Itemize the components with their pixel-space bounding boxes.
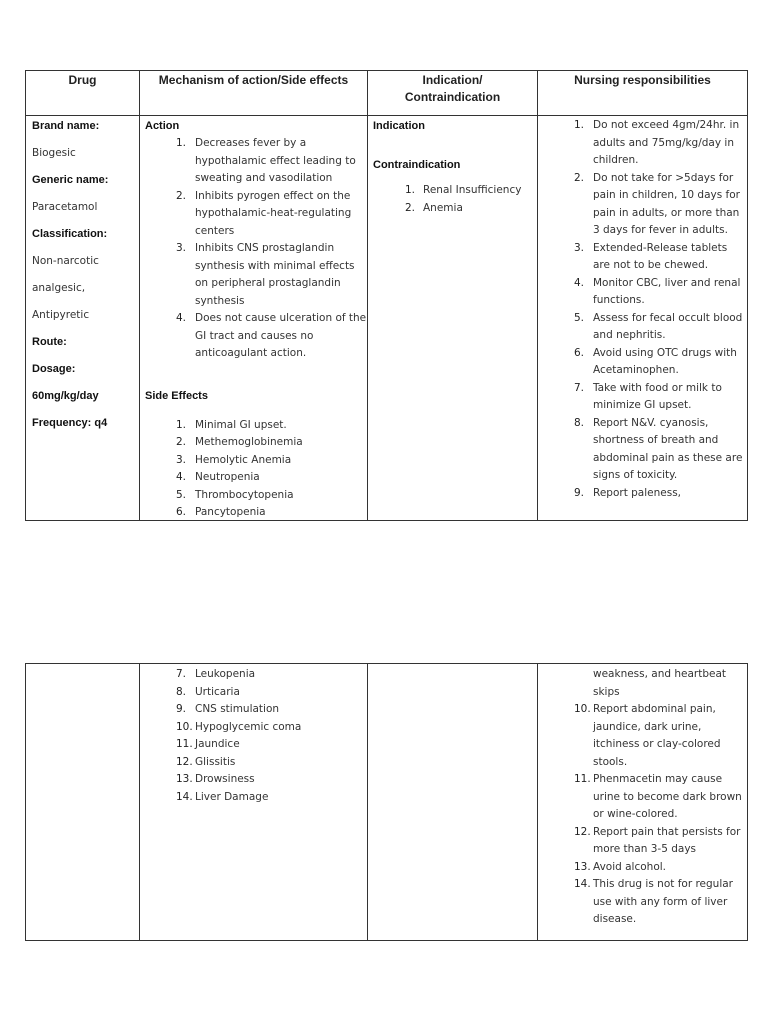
nursing-item-text: Phenmacetin may cause urine to become dark brown or wine-colored. (593, 773, 742, 820)
brand-name-label: Brand name: (32, 120, 100, 132)
side-effect-item (140, 736, 367, 754)
nursing-item-text: This drug is not for regular use with any form of liver disease. (593, 878, 734, 925)
header-drug: Drug (26, 71, 140, 116)
contraindication-item-number: 1. (405, 184, 416, 196)
nursing-item-text: Do not take for >5days for pain in children, 10 days for pain in adults, or more than 3 days for fever in adults. (593, 171, 740, 236)
side-effect-item (140, 771, 367, 789)
side-effect-item (140, 504, 367, 520)
nursing-item-text: Avoid using OTC drugs with Acetaminophen. (593, 346, 737, 376)
contraindication-item-number: 2. (405, 201, 416, 214)
side-effect-item (140, 701, 367, 719)
nursing-item (538, 485, 747, 503)
route-label: Route: (32, 336, 67, 348)
nursing-item (538, 701, 747, 771)
side-effects-list-continued (140, 666, 367, 806)
side-effect-item-text: CNS stimulation (195, 703, 280, 715)
side-effect-item (140, 469, 367, 487)
action-item (140, 240, 367, 310)
nursing-cell (538, 664, 748, 941)
contraindication-list (368, 182, 537, 217)
nursing-item (538, 876, 747, 929)
classification-value-3: Antipyretic (32, 309, 90, 321)
classification-value-1: Non-narcotic (32, 255, 99, 267)
side-effect-item-number: 1. (176, 418, 187, 431)
nursing-item (538, 345, 747, 380)
nursing-item-number: 5. (574, 311, 585, 324)
side-effect-item-text: Leukopenia (195, 668, 256, 680)
nursing-item-number: 14. (574, 878, 591, 890)
nursing-item (538, 824, 747, 859)
nursing-item-text: Report pain that persists for more than 3-5 days (593, 825, 741, 855)
nursing-list-continued-2 (538, 701, 747, 929)
nursing-item-text: Report abdominal pain, jaundice, dark urine, itchiness or clay-colored stools. (593, 703, 721, 768)
nursing-list-continued (538, 666, 747, 701)
side-effect-item-text: Drowsiness (195, 773, 255, 785)
classification-label: Classification: (32, 228, 108, 240)
nursing-item-number: 13. (574, 860, 591, 873)
side-effect-item-number: 12. (176, 755, 193, 768)
mechanism-cell (140, 664, 368, 941)
action-item (140, 310, 367, 363)
action-item-number: 1. (176, 137, 187, 149)
action-item (140, 135, 367, 188)
side-effect-item-text: Methemoglobinemia (195, 436, 303, 448)
nursing-cell (538, 116, 748, 521)
drug-study-table-page2 (25, 663, 748, 941)
nursing-item-text: Do not exceed 4gm/24hr. in adults and 75mg/kg/day in children. (593, 119, 740, 166)
side-effect-item (140, 452, 367, 470)
classification-value-2: analgesic, (32, 282, 86, 294)
side-effect-item-text: Thrombocytopenia (195, 488, 294, 501)
nursing-item-number: 2. (574, 171, 585, 184)
dosage-value: 60mg/kg/day (32, 390, 99, 402)
side-effect-item (140, 417, 367, 435)
nursing-item-number: 12. (574, 825, 591, 838)
drug-cell (26, 116, 140, 521)
action-item-text: Inhibits CNS prostaglandin synthesis with minimal effects on peripheral prostaglandin synthesis (195, 242, 355, 307)
drug-study-table-page1 (25, 70, 748, 521)
brand-name-value: Biogesic (32, 147, 76, 159)
action-item-number: 4. (176, 312, 187, 324)
nursing-item-continued (538, 666, 747, 701)
nursing-item-number: 11. (574, 773, 591, 785)
generic-name-value: Paracetamol (32, 201, 98, 213)
frequency-label: Frequency: q4 (32, 417, 108, 429)
action-item-number: 3. (176, 242, 187, 254)
dosage-label: Dosage: (32, 363, 76, 375)
side-effect-item-number: 2. (176, 436, 187, 448)
side-effect-item-number: 14. (176, 790, 193, 803)
nursing-item-number: 10. (574, 703, 591, 715)
nursing-item-number: 9. (574, 486, 585, 499)
contraindication-title: Contraindication (373, 159, 461, 171)
indication-cell (368, 664, 538, 941)
nursing-item (538, 275, 747, 310)
side-effect-item-number: 7. (176, 668, 187, 680)
side-effect-item-number: 6. (176, 506, 187, 518)
contraindication-item (368, 182, 537, 200)
nursing-item (538, 415, 747, 485)
nursing-item-text: Report paleness, (593, 486, 682, 499)
side-effect-item-number: 10. (176, 720, 193, 733)
side-effect-item-text: Jaundice (195, 738, 240, 750)
action-list (140, 135, 367, 363)
side-effect-item-text: Liver Damage (195, 790, 269, 803)
side-effect-item-number: 5. (176, 488, 187, 501)
nursing-item-number: 1. (574, 119, 585, 131)
header-mechanism: Mechanism of action/Side effects (140, 71, 368, 116)
side-effect-item (140, 789, 367, 807)
side-effect-item (140, 487, 367, 505)
side-effect-item-number: 11. (176, 738, 193, 750)
nursing-item (538, 310, 747, 345)
nursing-item (538, 240, 747, 275)
side-effects-title: Side Effects (145, 389, 208, 402)
nursing-item (538, 170, 747, 240)
side-effect-item (140, 684, 367, 702)
contraindication-item (368, 200, 537, 218)
nursing-item-text: Monitor CBC, liver and renal functions. (593, 276, 741, 306)
nursing-item (538, 771, 747, 824)
side-effect-item-text: Glissitis (195, 755, 236, 768)
indication-title: Indication (373, 120, 425, 132)
side-effect-item-number: 3. (176, 453, 187, 466)
side-effect-item-text: Hypoglycemic coma (195, 720, 302, 733)
side-effect-item-number: 13. (176, 773, 193, 785)
nursing-item-number: 8. (574, 416, 585, 429)
table-header-row (26, 71, 748, 116)
side-effect-item-text: Neutropenia (195, 471, 260, 483)
nursing-item-number: 3. (574, 241, 585, 254)
generic-name-label: Generic name: (32, 174, 109, 186)
mechanism-cell (140, 116, 368, 521)
drug-cell (26, 664, 140, 941)
table-body-row (26, 664, 748, 941)
action-item-text: Inhibits pyrogen effect on the hypothalamic-heat-regulating centers (195, 189, 352, 237)
nursing-item-number: 6. (574, 346, 585, 359)
side-effect-item (140, 719, 367, 737)
nursing-item-text: Report N&V. cyanosis, shortness of breath and abdominal pain as these are signs of toxicity. (593, 416, 743, 481)
nursing-item (538, 117, 747, 170)
header-nursing: Nursing responsibilities (538, 71, 748, 116)
action-item-text: Decreases fever by a hypothalamic effect leading to sweating and vasodilation (195, 137, 356, 184)
nursing-item-continued-text: weakness, and heartbeat skips (593, 668, 727, 698)
side-effect-item-number: 8. (176, 685, 187, 698)
side-effect-item (140, 754, 367, 772)
side-effects-list (140, 417, 367, 521)
side-effect-item-text: Hemolytic Anemia (195, 453, 292, 466)
nursing-item-text: Assess for fecal occult blood and nephritis. (593, 311, 743, 341)
side-effect-item-text: Pancytopenia (195, 506, 266, 518)
nursing-item-number: 7. (574, 381, 585, 394)
side-effect-item (140, 434, 367, 452)
side-effect-item-text: Minimal GI upset. (195, 418, 287, 431)
action-item-text: Does not cause ulceration of the GI tract and causes no anticoagulant action. (195, 312, 367, 359)
contraindication-item-text: Renal Insufficiency (423, 184, 522, 196)
action-title: Action (145, 120, 180, 132)
side-effect-item-number: 9. (176, 703, 187, 715)
header-indication (368, 71, 538, 116)
header-indication-line2: Contraindication (404, 90, 501, 104)
header-indication-line1: Indication/ (422, 73, 483, 87)
nursing-list (538, 117, 747, 502)
nursing-item-number: 4. (574, 276, 585, 289)
nursing-item-text: Avoid alcohol. (593, 860, 667, 873)
action-item (140, 188, 367, 241)
nursing-item (538, 380, 747, 415)
contraindication-item-text: Anemia (423, 201, 463, 214)
action-item-number: 2. (176, 189, 187, 202)
indication-cell (368, 116, 538, 521)
table-body-row (26, 116, 748, 521)
side-effect-item-text: Urticaria (195, 685, 240, 698)
nursing-item (538, 859, 747, 877)
side-effect-item-number: 4. (176, 471, 187, 483)
nursing-item-text: Extended-Release tablets are not to be chewed. (593, 241, 728, 271)
side-effect-item (140, 666, 367, 684)
nursing-item-text: Take with food or milk to minimize GI upset. (593, 381, 722, 411)
